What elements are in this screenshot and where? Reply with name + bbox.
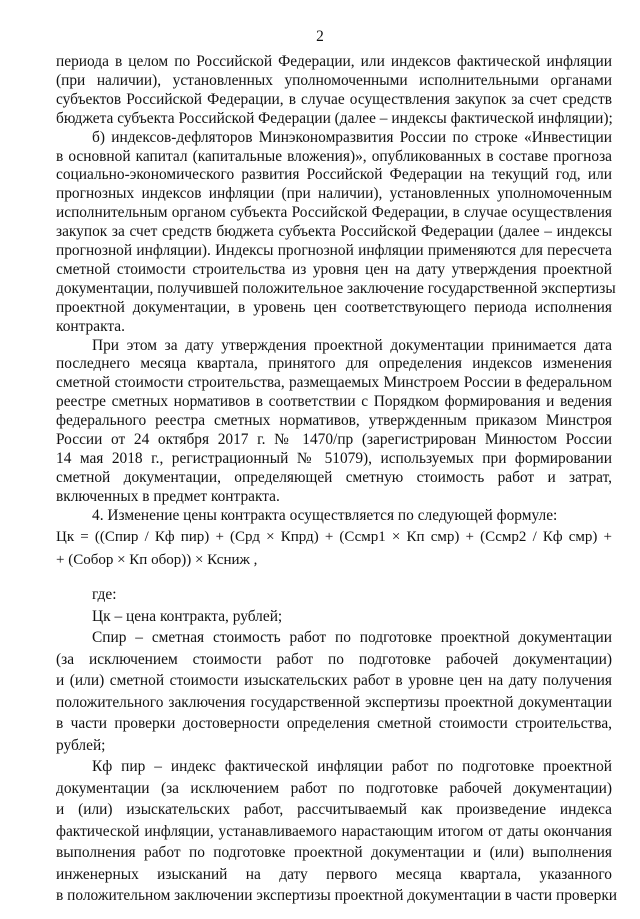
text-line: сметной документации, определяющей сметную стоимость работ и затрат, [56,468,612,486]
text-line: б) индексов-дефляторов Минэкономразвития России по строке «Инвестиции [92,128,612,146]
text-line: прогнозных индексов инфляции (при наличии), установленных уполномоченным [56,185,612,203]
text-line: России от 24 октября 2017 г. № 1470/пр (зарегистрирован Минюстом России [56,431,612,448]
text-line: документации (за исключением работ по подготовке рабочей документации) [56,779,612,797]
text-line: в положительном заключении экспертизы проектной документации в части проверки [56,887,618,904]
text-line: федерального реестра сметных нормативов, утвержденным приказом Минстроя [56,412,612,430]
text-line: 14 мая 2018 г., регистрационный № 51079), используемых при формировании [56,449,612,467]
text-line: Кф пир – индекс фактической инфляции работ по подготовке проектной [92,758,612,775]
text-line: Спир – сметная стоимость работ по подготовке проектной документации [92,629,612,646]
text-line: закупок за счет средств бюджета субъекта Российской Федерации (далее – индексы [56,223,612,241]
text-line: реестре сметных нормативов в соответствии с Порядком формирования и ведения [56,393,612,411]
text-line: 4. Изменение цены контракта осуществляется по следующей формуле: [92,506,558,524]
text-line: включенных в предмет контракта. [56,487,280,505]
text-line: фактической инфляции, устанавливаемого нарастающим итогом от даты окончания [56,822,612,840]
text-line: последнего месяца квартала, принятого для определения индексов изменения [56,355,612,373]
text-line: прогнозной инфляции). Индексы прогнозной инфляции применяются для пересчета [56,242,612,259]
text-line: контракта. [56,317,125,335]
text-line: выполнения работ по подготовке проектной документации и (или) выполнения [56,844,612,861]
text-line: инженерных изысканий на дату первого месяца квартала, указанного [56,865,612,883]
text-line: проектной документации, в уровень цен соответствующего периода исполнения [56,298,612,316]
text-line: (за исключением стоимости работ по подготовке рабочей документации) [56,650,612,668]
text-line: (при наличии), установленных уполномоченными исполнительными органами [56,71,612,89]
text-line: и (или) изыскательских работ, рассчитываемый как произведение индекса [56,801,612,818]
text-line: сметной стоимости строительства, размещаемых Минстроем России в федеральном [56,374,612,392]
text-line: рублей; [56,736,106,754]
text-line: положительного заключения государственной экспертизы проектной документации [56,693,612,711]
text-line: субъектов Российской Федерации, в случае осуществления закупок за счет средств [56,90,612,108]
text-line: в части проверки достоверности определения сметной стоимости строительства, [56,715,612,732]
text-line: и (или) сметной стоимости изыскательских работ в уровне цен на дату получения [56,672,612,689]
text-line: периода в целом по Российской Федерации, или индексов фактической инфляции [56,53,612,70]
text-line: бюджета субъекта Российской Федерации (далее – индексы фактической инфляции); [56,109,613,127]
text-line: Цк – цена контракта, рублей; [92,607,283,625]
text-line: социально-экономического развития Российской Федерации на текущий год, или [56,166,612,184]
text-line: в основной капитал (капитальные вложения)», опубликованных в составе прогноза [56,147,612,165]
page-number: 2 [316,28,324,45]
formula-line-1: Цк = ((Спир / Кф пир) + (Срд × Кпрд) + (Ссмр1 × Кп смр) + (Ссмр2 / Кф смр) + [56,529,612,545]
text-line: документации, получившей положительное заключение государственной экспертизы [56,279,616,297]
text-line: где: [92,586,117,603]
text-line: исполнительным органом субъекта Российской Федерации, в случае осуществления [56,204,612,222]
formula-line-2: + (Собор × Кп обор)) × Ксниж , [56,552,258,568]
text-line: сметной стоимости строительства из уровня цен на дату утверждения проектной [56,260,612,278]
text-line: При этом за дату утверждения проектной документации принимается дата [92,336,612,354]
